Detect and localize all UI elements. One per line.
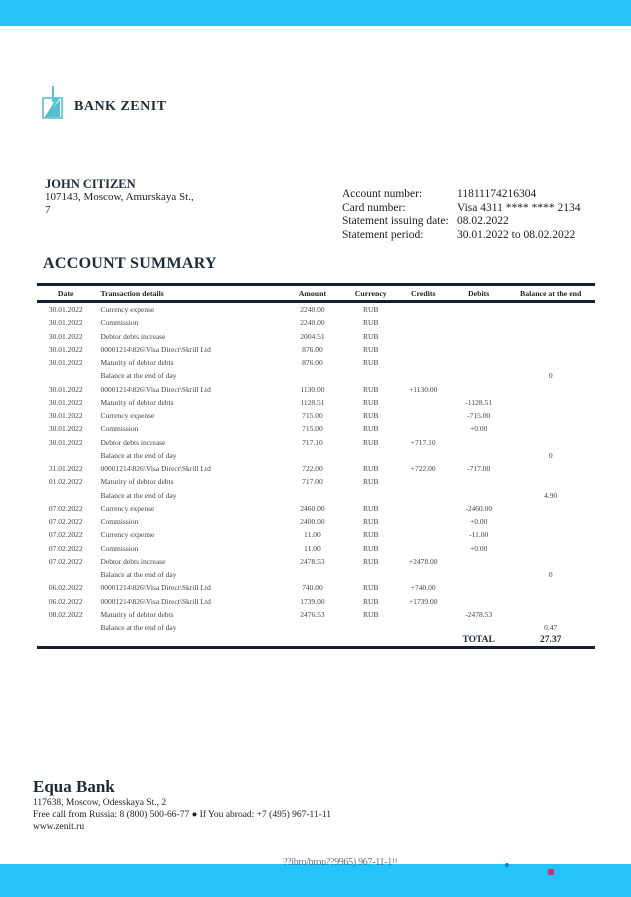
- cell-balance: [506, 383, 595, 396]
- table-row: [37, 595, 595, 608]
- cell-details: 00001214\826\Visa Direct\Skrill Ltd: [100, 596, 211, 606]
- cell-amount: 876.00: [302, 344, 323, 354]
- table-row: [37, 330, 595, 343]
- cell-currency: [346, 568, 396, 581]
- cell-debit: [451, 343, 506, 356]
- cell-amount: 2476.53: [300, 609, 325, 619]
- cell-details: Debtor debts increase: [100, 556, 166, 566]
- customer-address: 107143, Moscow, Amurskaya St., 7: [45, 191, 194, 216]
- cell-amount: 1130.00: [300, 384, 325, 394]
- table-row: [37, 316, 595, 329]
- cell-debit: [451, 621, 506, 634]
- col-credits: Credits: [396, 285, 451, 302]
- cell-date: [37, 621, 94, 634]
- cell-debit: [451, 383, 506, 396]
- cell-currency: [346, 449, 396, 462]
- cell-currency: RUB: [363, 583, 379, 593]
- cell-currency: RUB: [363, 384, 379, 394]
- col-date: Date: [37, 285, 94, 302]
- cell-balance: [506, 302, 595, 317]
- footer-bank-name: Equa Bank: [33, 777, 115, 796]
- cell-balance: [506, 409, 595, 422]
- cell-balance: 0: [548, 450, 553, 460]
- cell-debit: +0.00: [469, 543, 488, 553]
- cell-balance: 0.47: [544, 623, 558, 633]
- cell-balance: [506, 316, 595, 329]
- cell-credit: [396, 409, 451, 422]
- customer-name: JOHN CITIZEN: [45, 177, 136, 191]
- account-detail-row: [342, 215, 580, 229]
- cell-balance: [506, 581, 595, 594]
- cell-amount: 2460.00: [300, 503, 325, 513]
- cell-date: [37, 369, 94, 382]
- table-row: [37, 409, 595, 422]
- top-brand-bar: [0, 0, 631, 26]
- table-row: [37, 383, 595, 396]
- cell-debit: -1128.51: [465, 397, 492, 407]
- col-currency: Currency: [346, 285, 396, 302]
- cell-date: 08.02.2022: [48, 609, 83, 619]
- cell-details: 00001214\826\Visa Direct\Skrill Ltd: [100, 583, 211, 593]
- table-row: [37, 422, 595, 435]
- total-value: 27.37: [506, 634, 595, 648]
- cell-debit: [451, 302, 506, 317]
- cell-debit: [451, 475, 506, 488]
- cell-balance: [506, 422, 595, 435]
- cell-credit: [396, 330, 451, 343]
- cell-credit: +722.00: [410, 464, 436, 474]
- cell-details: Balance at the end of day: [100, 623, 177, 633]
- cell-amount: 11.00: [304, 543, 321, 553]
- account-detail-label: Account number:: [342, 188, 423, 200]
- cell-date: 01.02.2022: [48, 477, 83, 487]
- cell-credit: [396, 449, 451, 462]
- cell-balance: [506, 396, 595, 409]
- cell-balance: [506, 356, 595, 369]
- cell-debit: [451, 369, 506, 382]
- cell-credit: [396, 475, 451, 488]
- cell-debit: +0.00: [469, 517, 488, 527]
- cell-amount: 715.00: [302, 424, 323, 434]
- cell-currency: RUB: [363, 464, 379, 474]
- table-header-row: [37, 285, 595, 302]
- cell-debit: [451, 555, 506, 568]
- table-row: [37, 515, 595, 528]
- account-detail-label: Statement period:: [342, 228, 424, 241]
- cell-debit: -11.00: [469, 530, 489, 540]
- cell-credit: [396, 369, 451, 382]
- account-detail-label: Statement issuing date:: [342, 215, 449, 227]
- footer-website[interactable]: www.zenit.ru: [33, 822, 85, 832]
- cell-date: 30.01.2022: [48, 318, 83, 328]
- cell-debit: [451, 330, 506, 343]
- cell-balance: [506, 608, 595, 621]
- cell-currency: RUB: [363, 331, 379, 341]
- cell-details: Currency expense: [100, 411, 155, 421]
- cell-credit: [396, 302, 451, 317]
- cell-details: Commission: [100, 517, 139, 527]
- cell-amount: [279, 449, 346, 462]
- account-detail-row: [342, 188, 580, 202]
- balance-row: [37, 568, 595, 581]
- cell-credit: +1130.00: [409, 384, 438, 394]
- balance-row: [37, 489, 595, 502]
- cell-currency: RUB: [363, 318, 379, 328]
- cell-details: Maturity of debtor debts: [100, 397, 174, 407]
- table-row: [37, 462, 595, 475]
- cell-amount: 1128.51: [300, 397, 325, 407]
- col-balance: Balance at the end: [506, 285, 595, 302]
- table-row: [37, 396, 595, 409]
- cell-debit: +0.00: [469, 424, 488, 434]
- account-detail-value: 08.02.2022: [457, 215, 509, 227]
- footer-block: [33, 777, 331, 833]
- cell-amount: [279, 369, 346, 382]
- cell-currency: RUB: [363, 517, 379, 527]
- cell-debit: -715.00: [467, 411, 491, 421]
- cell-details: Currency expense: [100, 305, 155, 315]
- cell-balance: [506, 555, 595, 568]
- cell-details: 00001214\826\Visa Direct\Skrill Ltd: [100, 344, 211, 354]
- cell-currency: RUB: [363, 503, 379, 513]
- cell-debit: [451, 356, 506, 369]
- cell-credit: +717.10: [410, 437, 436, 447]
- account-detail-row: [342, 202, 580, 216]
- cell-date: 30.01.2022: [48, 384, 83, 394]
- cell-balance: [506, 528, 595, 541]
- cell-details: Commission: [100, 318, 139, 328]
- table-row: [37, 436, 595, 449]
- bank-zenit-logo-icon: [42, 84, 62, 118]
- cell-details: Commission: [100, 543, 139, 553]
- cell-credit: [396, 568, 451, 581]
- cell-date: 30.01.2022: [48, 397, 83, 407]
- decorative-dot: [505, 863, 509, 867]
- balance-row: [37, 449, 595, 462]
- cell-balance: [506, 542, 595, 555]
- cell-date: 06.02.2022: [48, 596, 83, 606]
- cell-debit: -2460.00: [465, 503, 493, 513]
- cell-date: 07.02.2022: [48, 556, 83, 566]
- cell-date: 30.01.2022: [48, 437, 83, 447]
- cell-currency: RUB: [363, 530, 379, 540]
- cell-details: Balance at the end of day: [100, 490, 177, 500]
- cell-credit: [396, 542, 451, 555]
- cell-currency: [346, 369, 396, 382]
- table-row: [37, 343, 595, 356]
- cell-currency: RUB: [363, 358, 379, 368]
- total-row: [37, 634, 595, 648]
- table-row: [37, 475, 595, 488]
- cell-amount: 722.00: [302, 464, 323, 474]
- cell-date: 30.01.2022: [48, 305, 83, 315]
- cell-credit: [396, 316, 451, 329]
- cell-date: [37, 568, 94, 581]
- cell-date: [37, 449, 94, 462]
- cell-debit: [451, 316, 506, 329]
- transactions-table: [37, 283, 595, 649]
- cell-amount: [279, 621, 346, 634]
- balance-row: [37, 621, 595, 634]
- col-debits: Debits: [451, 285, 506, 302]
- cell-credit: [396, 489, 451, 502]
- cell-details: 00001214\826\Visa Direct\Skrill Ltd: [100, 384, 211, 394]
- table-row: [37, 608, 595, 621]
- cell-date: 30.01.2022: [48, 424, 83, 434]
- cell-debit: [451, 449, 506, 462]
- cell-currency: RUB: [363, 437, 379, 447]
- cell-credit: [396, 502, 451, 515]
- cell-credit: [396, 422, 451, 435]
- balance-row: [37, 369, 595, 382]
- cell-balance: [506, 436, 595, 449]
- account-summary-title: ACCOUNT SUMMARY: [43, 255, 217, 272]
- cell-amount: 2240.00: [300, 305, 325, 315]
- cell-currency: RUB: [363, 411, 379, 421]
- cell-amount: 740.00: [302, 583, 323, 593]
- bank-logo-name: BANK ZENIT: [74, 99, 167, 114]
- cell-details: Balance at the end of day: [100, 450, 177, 460]
- cell-debit: [451, 595, 506, 608]
- cell-credit: +740.00: [410, 583, 436, 593]
- cell-date: 07.02.2022: [48, 517, 83, 527]
- cell-balance: [506, 330, 595, 343]
- cell-balance: [506, 343, 595, 356]
- cell-credit: [396, 343, 451, 356]
- table-row: [37, 555, 595, 568]
- cell-details: Debtor debts increase: [100, 437, 166, 447]
- cell-details: Balance at the end of day: [100, 371, 177, 381]
- cell-details: Maturity of debtor debts: [100, 609, 174, 619]
- cell-currency: RUB: [363, 596, 379, 606]
- table-row: [37, 581, 595, 594]
- cell-amount: [279, 489, 346, 502]
- cell-details: Maturity of debtor debts: [100, 358, 174, 368]
- customer-block: [45, 178, 195, 217]
- cell-amount: 2400.00: [300, 517, 325, 527]
- cell-balance: 0: [548, 371, 553, 381]
- cell-details: Commission: [100, 424, 139, 434]
- cell-date: 31.01.2022: [48, 464, 83, 474]
- cell-credit: [396, 621, 451, 634]
- table-row: [37, 528, 595, 541]
- cell-balance: [506, 475, 595, 488]
- cell-currency: RUB: [363, 543, 379, 553]
- cell-details: 00001214\826\Visa Direct\Skrill Ltd: [100, 464, 211, 474]
- account-detail-row: [342, 229, 580, 243]
- smudged-text: ??ibro/brou??9965) 967-11-1¹¹: [283, 857, 398, 868]
- cell-currency: RUB: [363, 344, 379, 354]
- account-detail-value: 11811174216304: [457, 188, 537, 200]
- cell-debit: [451, 489, 506, 502]
- cell-date: [37, 489, 94, 502]
- cell-balance: 0: [548, 570, 553, 580]
- cell-amount: 2004.51: [300, 331, 325, 341]
- cell-credit: [396, 528, 451, 541]
- cell-balance: 4.90: [544, 490, 558, 500]
- cell-details: Currency expense: [100, 503, 155, 513]
- col-details: Transaction details: [94, 285, 278, 302]
- cell-debit: -717.00: [467, 464, 491, 474]
- cell-balance: [506, 595, 595, 608]
- total-label: TOTAL: [451, 634, 506, 648]
- col-amount: Amount: [279, 285, 346, 302]
- cell-credit: +1739.00: [408, 596, 438, 606]
- cell-currency: [346, 489, 396, 502]
- cell-debit: -2478.53: [465, 609, 493, 619]
- cell-credit: [396, 356, 451, 369]
- bank-logo: [42, 84, 167, 118]
- table-row: [37, 302, 595, 317]
- cell-currency: RUB: [363, 556, 379, 566]
- cell-debit: [451, 436, 506, 449]
- cell-amount: 2240.00: [300, 318, 325, 328]
- cell-currency: [346, 621, 396, 634]
- cell-currency: RUB: [363, 305, 379, 315]
- cell-balance: [506, 515, 595, 528]
- cell-details: Maturity of debtor debts: [100, 477, 174, 487]
- table-row: [37, 502, 595, 515]
- account-details: [342, 188, 580, 242]
- cell-amount: 717.10: [302, 437, 323, 447]
- cell-date: 06.02.2022: [48, 583, 83, 593]
- cell-amount: 876.00: [302, 358, 323, 368]
- cell-date: 07.02.2022: [48, 543, 83, 553]
- account-detail-value: Visa 4311 **** **** 2134: [457, 201, 581, 214]
- cell-credit: [396, 608, 451, 621]
- cell-balance: [506, 462, 595, 475]
- cell-date: 30.01.2022: [48, 344, 83, 354]
- decorative-mark: [548, 869, 554, 875]
- cell-balance: [506, 502, 595, 515]
- cell-currency: RUB: [363, 477, 379, 487]
- cell-currency: RUB: [363, 609, 379, 619]
- footer-phones: Free call from Russia: 8 (800) 500-66-77 ● If You abroad: +7 (495) 967-11-11: [33, 810, 331, 820]
- cell-amount: 717.00: [302, 477, 323, 487]
- cell-amount: 715.00: [302, 411, 323, 421]
- cell-debit: [451, 581, 506, 594]
- cell-credit: [396, 515, 451, 528]
- account-detail-value: 30.01.2022 to 08.02.2022: [457, 228, 576, 241]
- footer-address: 117638, Moscow, Odesskaya St., 2: [33, 798, 167, 808]
- cell-amount: 2478.53: [300, 556, 325, 566]
- cell-date: 30.01.2022: [48, 331, 83, 341]
- cell-amount: 11.00: [304, 530, 321, 540]
- cell-date: 30.01.2022: [48, 358, 83, 368]
- cell-amount: 1739.00: [300, 596, 325, 606]
- cell-currency: RUB: [363, 424, 379, 434]
- cell-details: Debtor debts increase: [100, 331, 166, 341]
- cell-currency: RUB: [363, 397, 379, 407]
- cell-debit: [451, 568, 506, 581]
- table-row: [37, 542, 595, 555]
- cell-credit: [396, 396, 451, 409]
- cell-date: 30.01.2022: [48, 411, 83, 421]
- cell-date: 07.02.2022: [48, 530, 83, 540]
- cell-amount: [279, 568, 346, 581]
- bottom-brand-bar: [0, 864, 631, 897]
- cell-details: Currency expense: [100, 530, 155, 540]
- cell-details: Balance at the end of day: [100, 570, 177, 580]
- table-row: [37, 356, 595, 369]
- cell-credit: +2478.00: [408, 556, 438, 566]
- cell-date: 07.02.2022: [48, 503, 83, 513]
- account-detail-label: Card number:: [342, 201, 406, 214]
